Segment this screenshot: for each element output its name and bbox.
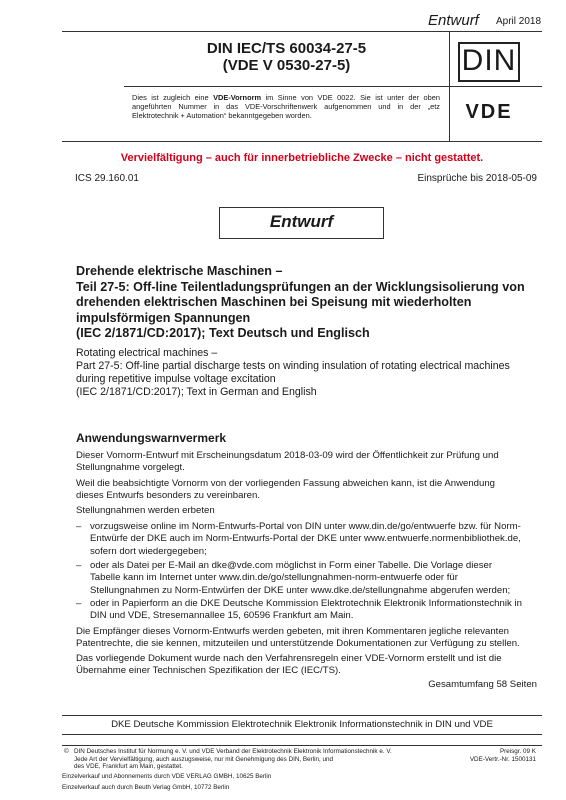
price-group: Preisgr. 09 K <box>499 748 536 755</box>
title-german-line: Teil 27-5: Off-line Teilentladungsprüfungen an der Wicklungsisolierung von <box>76 279 525 294</box>
header-divider <box>62 31 542 32</box>
bullet-dash: – <box>76 521 82 532</box>
paragraph-line: Die Empfänger dieses Vornorm-Entwurfs werden gebeten, mit ihren Kommentaren jegliche relevanten <box>76 626 510 637</box>
bullet-dash: – <box>76 598 82 609</box>
title-german <box>76 264 546 342</box>
title-english-line: (IEC 2/1871/CD:2017); Text in German and English <box>76 386 317 398</box>
vde-notice-bold: VDE-Vornorm <box>213 93 262 102</box>
vde-notice <box>132 93 440 120</box>
bullet-text <box>90 521 540 558</box>
bullet-line: Stellungnahmen zu Norm-Entwürfen der DKE unter www.dke.de/stellungnahme abgerufen werden; <box>90 584 511 596</box>
document-number-vde: (VDE V 0530-27-5) <box>222 57 351 74</box>
din-logo: DIN <box>461 44 517 77</box>
header-bottom-divider <box>62 141 542 142</box>
list-item <box>76 560 541 598</box>
title-german-line: (IEC 2/1871/CD:2017); Text Deutsch und Englisch <box>76 326 370 340</box>
bullet-line: Tabelle kann im Internet unter www.din.de/go/stellungnahmen-norm-entwuerfe oder für <box>90 572 458 584</box>
bullet-text <box>90 598 540 623</box>
bullet-line: vorzugsweise online im Norm-Entwurfs-Portal von DIN unter www.din.de/go/entwuerfe bzw. für Norm- <box>90 521 521 532</box>
paragraph-line: Stellungnahme vorgelegt. <box>76 462 185 474</box>
objection-deadline: Einsprüche bis 2018-05-09 <box>417 173 537 184</box>
title-german-line: Drehende elektrische Maschinen – <box>76 264 283 278</box>
paragraph-line: Dieser Vornorm-Entwurf mit Erscheinungsdatum 2018-03-09 wird der Öffentlichkeit zur Prüfung und <box>76 450 499 461</box>
document-number-din: DIN IEC/TS 60034-27-5 <box>206 40 367 57</box>
vde-logo: VDE <box>465 101 513 123</box>
draft-stamp-text: Entwurf <box>269 212 334 231</box>
bullet-line: oder in Papierform an die DKE Deutsche Kommission Elektrotechnik Elektronik Informationstechnik in <box>90 598 522 609</box>
copyright-line: des VDE, Frankfurt am Main, gestattet. <box>74 763 183 771</box>
bullet-line: DIN und VDE, Stresemannallee 15, 60596 Frankfurt am Main. <box>90 610 354 622</box>
paragraph-line: Weil die beabsichtigte Vornorm von der vorliegenden Fassung abweichen kann, ist die Anwendung <box>76 478 496 489</box>
warning-paragraph-5 <box>76 653 541 678</box>
vde-notice-text-post: im Sinne von VDE 0022. Sie ist unter der oben angeführten Nummer in das VDE-Vorschriftenwerk aufgenommen und in der „etz Elektrotechnik + Automation“ bekanntgegeben worden. <box>132 93 440 120</box>
bullet-line: oder als Datei per E-Mail an dke@vde.com möglichst in Form einer Tabelle. Die Vorlage dieser <box>90 560 493 571</box>
notice-divider <box>124 86 542 87</box>
sales-info-vde: Einzelverkauf und Abonnements durch VDE VERLAG GMBH, 10625 Berlin <box>62 773 272 780</box>
reproduction-warning: Vervielfältigung – auch für innerbetriebliche Zwecke – nicht gestattet. <box>120 152 484 164</box>
warning-paragraph-4 <box>76 626 541 651</box>
footer-divider-bottom <box>62 745 542 746</box>
paragraph-line: dieses Entwurfs besonders zu vereinbaren. <box>76 490 260 502</box>
paragraph-line: Das vorliegende Dokument wurde nach den Verfahrensregeln einer VDE-Vornorm erstellt und ist die <box>76 653 502 664</box>
issue-date: April 2018 <box>496 16 542 27</box>
warning-paragraph-2 <box>76 478 541 503</box>
ics-code: ICS 29.160.01 <box>75 173 139 184</box>
draft-status-label: Entwurf <box>428 12 479 29</box>
bullet-line: Entwürfe der DKE auch im Norm-Entwurfs-Portal der DKE unter www.entwuerfe.normenbibliothek.de, <box>90 533 521 545</box>
sales-info-beuth: Einzelverkauf auch durch Beuth Verlag GmbH, 10772 Berlin <box>62 784 230 791</box>
total-pages: Gesamtumfang 58 Seiten <box>428 679 537 690</box>
order-number: VDE-Vertr.-Nr. 1500131 <box>469 755 536 763</box>
vde-notice-text-pre: Dies ist zugleich eine <box>132 93 214 102</box>
paragraph-line: Übernahme einer Technischen Spezifikation der IEC (IEC/TS). <box>76 665 341 677</box>
paragraph-line: Patentrechte, die sie kennen, mitzuteilen und unterstützende Dokumentationen zur Verfügung zu stellen. <box>76 638 520 650</box>
document-number <box>124 40 449 74</box>
warning-heading: Anwendungswarnvermerk <box>76 431 227 445</box>
list-item <box>76 521 541 559</box>
copyright-notice <box>74 748 434 771</box>
price-info <box>450 748 536 763</box>
list-item <box>76 598 541 624</box>
footer-divider-middle <box>62 734 542 735</box>
copyright-line: Jede Art der Vervielfältigung, auch auszugsweise, nur mit Genehmigung des DIN, Berlin, und <box>74 755 334 763</box>
title-german-line: impulsförmigen Spannungen <box>76 310 251 325</box>
bullet-dash: – <box>76 560 82 571</box>
warning-paragraph-3: Stellungnahmen werden erbeten <box>76 505 215 516</box>
footer-divider-top <box>62 715 542 716</box>
committee-name: DKE Deutsche Kommission Elektrotechnik Elektronik Informationstechnik in DIN und VDE <box>111 719 493 730</box>
title-german-line: drehenden elektrischen Maschinen bei Speisung mit wiederholten <box>76 295 472 309</box>
bullet-text <box>90 560 540 597</box>
title-english-line: Part 27-5: Off-line partial discharge tests on winding insulation of rotating electrical machines <box>76 360 510 372</box>
warning-paragraph-1 <box>76 450 541 475</box>
title-english <box>76 347 546 399</box>
copyright-icon: © <box>64 748 69 755</box>
bullet-line: sofern dort wiedergegeben; <box>90 545 207 557</box>
copyright-line: DIN Deutsches Institut für Normung e. V. und VDE Verband der Elektrotechnik Elektronik Informationstechnik e. V. <box>74 748 392 755</box>
title-english-line: Rotating electrical machines – <box>76 347 218 359</box>
title-english-line: during repetitive impulse voltage excitation <box>76 373 276 385</box>
